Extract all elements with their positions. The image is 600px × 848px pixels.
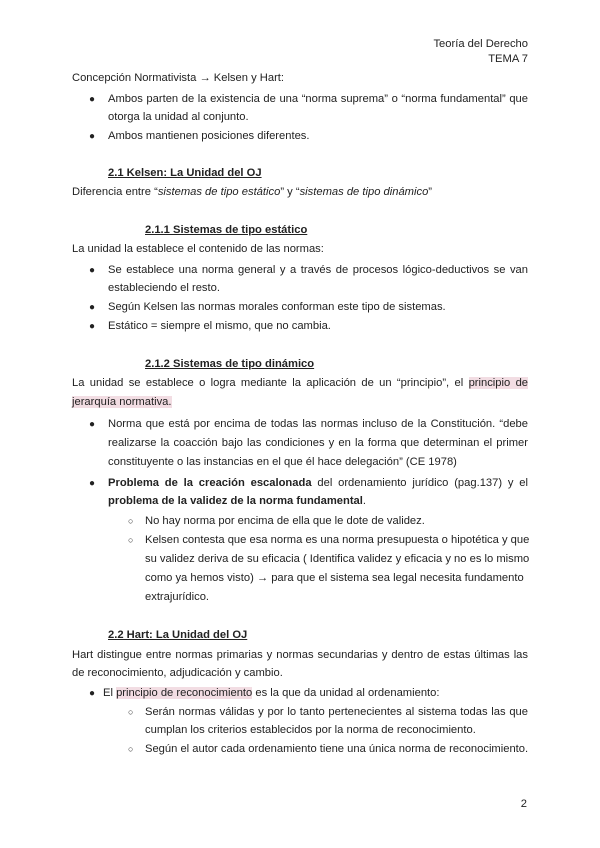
- circle-bullet-icon: ○: [128, 535, 134, 545]
- section-2-2-title-text: 2.2 Hart: La Unidad del OJ: [108, 629, 248, 641]
- bullet-icon: ●: [89, 302, 96, 313]
- hart-sub-1-line-1: Serán normas válidas y por lo tanto pertenecientes al sistema todas las que: [145, 706, 528, 718]
- highlight-reconocimiento: principio de reconocimiento: [116, 687, 253, 699]
- diff-text-c: ” y “: [280, 186, 300, 198]
- section-2-1-2-title-text: 2.1.2 Sistemas de tipo dinámico: [145, 358, 315, 370]
- diff-text-static: sistemas de tipo estático: [157, 186, 281, 198]
- dynamic-bullet-2-line-1: [108, 476, 528, 491]
- intro-line: Concepción Normativista → Kelsen y Hart:: [72, 72, 285, 84]
- dynamic-sub-2-line-4: extrajurídico.: [145, 591, 210, 603]
- dynamic-bullet-1-line-3: constituyente o las instancias en el que él hace delegación” (CE 1978): [108, 456, 457, 468]
- section-2-1-1-lead: La unidad la establece el contenido de las normas:: [72, 243, 324, 255]
- hart-sub-2: Según el autor cada ordenamiento tiene una única norma de reconocimiento.: [145, 743, 529, 755]
- intro-bullet-1-line-1: Ambos parten de la existencia de una “norma suprema” o “norma fundamental” que: [108, 93, 528, 105]
- dynamic-lead-line-1: [72, 376, 528, 391]
- circle-bullet-icon: ○: [128, 516, 134, 526]
- bullet-icon: ●: [89, 131, 96, 142]
- section-2-1-title-text: 2.1 Kelsen: La Unidad del OJ: [108, 167, 262, 179]
- highlight-principio: principio de: [468, 377, 529, 389]
- problem-rest: del ordenamiento jurídico (pag.137) y el: [317, 477, 529, 489]
- header-tema: TEMA 7: [488, 53, 528, 65]
- section-2-2-title: [72, 628, 528, 643]
- bullet-icon: ●: [89, 419, 96, 430]
- section-2-1-diff: [72, 185, 528, 200]
- diff-text-a: Diferencia entre “: [72, 186, 158, 198]
- static-bullet-1-line-1: Se establece una norma general y a través de procesos lógico-deductivos se van: [108, 264, 528, 276]
- section-2-1-2-title: [145, 357, 528, 372]
- hart-bullet-1: [103, 686, 528, 701]
- bullet-icon: ●: [89, 94, 96, 105]
- section-2-1-1-title-text: 2.1.1 Sistemas de tipo estático: [145, 224, 308, 236]
- dynamic-sub-2-line-3: como ya hemos visto) → para que el sistema sea legal necesita fundamento: [145, 572, 524, 584]
- circle-bullet-icon: ○: [128, 707, 134, 717]
- hart-bullet-text-b: es la que da unidad al ordenamiento:: [255, 687, 440, 699]
- hart-bullet-text-a: El: [103, 687, 113, 699]
- diff-text-e: ”: [428, 186, 433, 198]
- dynamic-sub-2-line-2: su validez deriva de su eficacia ( Identifica validez y eficacia y no es lo mismo: [145, 553, 530, 565]
- bullet-icon: ●: [89, 688, 96, 699]
- dynamic-lead-text: La unidad se establece o logra mediante la aplicación de un “principio”, el: [72, 377, 464, 389]
- section-2-1-1-title: [145, 223, 528, 238]
- dynamic-lead-line-2: [72, 395, 528, 410]
- circle-bullet-icon: ○: [128, 744, 134, 754]
- static-bullet-1-line-2: estableciendo el resto.: [108, 282, 220, 294]
- intro-bullet-2: Ambos mantienen posiciones diferentes.: [108, 130, 310, 142]
- dynamic-sub-1: No hay norma por encima de ella que le dote de validez.: [145, 515, 425, 527]
- bullet-icon: ●: [89, 265, 96, 276]
- problem-validez: problema de la validez de la norma fundamental: [108, 495, 363, 507]
- diff-text-dynamic: sistemas de tipo dinámico: [299, 186, 429, 198]
- dynamic-bullet-2-line-2: [108, 494, 528, 509]
- dynamic-sub-2-line-1: Kelsen contesta que esa norma es una norma presupuesta o hipotética y que: [145, 534, 530, 546]
- problem-escalonada: Problema de la creación escalonada: [108, 477, 312, 489]
- bullet-icon: ●: [89, 321, 96, 332]
- static-bullet-2: Según Kelsen las normas morales conforman este tipo de sistemas.: [108, 301, 446, 313]
- static-bullet-3: Estático = siempre el mismo, que no cambia.: [108, 320, 331, 332]
- page-number: 2: [520, 798, 527, 810]
- section-2-1-title: [108, 166, 528, 181]
- hart-lead-line-1: Hart distingue entre normas primarias y normas secundarias y dentro de estas últimas las: [72, 649, 528, 661]
- highlight-jerarquia: jerarquía normativa.: [72, 396, 172, 408]
- hart-sub-1-line-2: cumplan los criterios establecidos por la norma de reconocimiento.: [145, 724, 476, 736]
- problem-end: .: [362, 495, 367, 507]
- dynamic-bullet-1-line-2: realizarse la coacción bajo las condiciones y en la forma que determinan el primer: [108, 437, 528, 449]
- hart-lead-line-2: de reconocimiento, adjudicación y cambio.: [72, 667, 283, 679]
- dynamic-bullet-1-line-1: Norma que está por encima de todas las normas incluso de la Constitución. “debe: [108, 418, 528, 430]
- intro-bullet-1-line-2: otorga la unidad al conjunto.: [108, 111, 249, 123]
- bullet-icon: ●: [89, 478, 96, 489]
- header-subject: Teoría del Derecho: [433, 38, 528, 50]
